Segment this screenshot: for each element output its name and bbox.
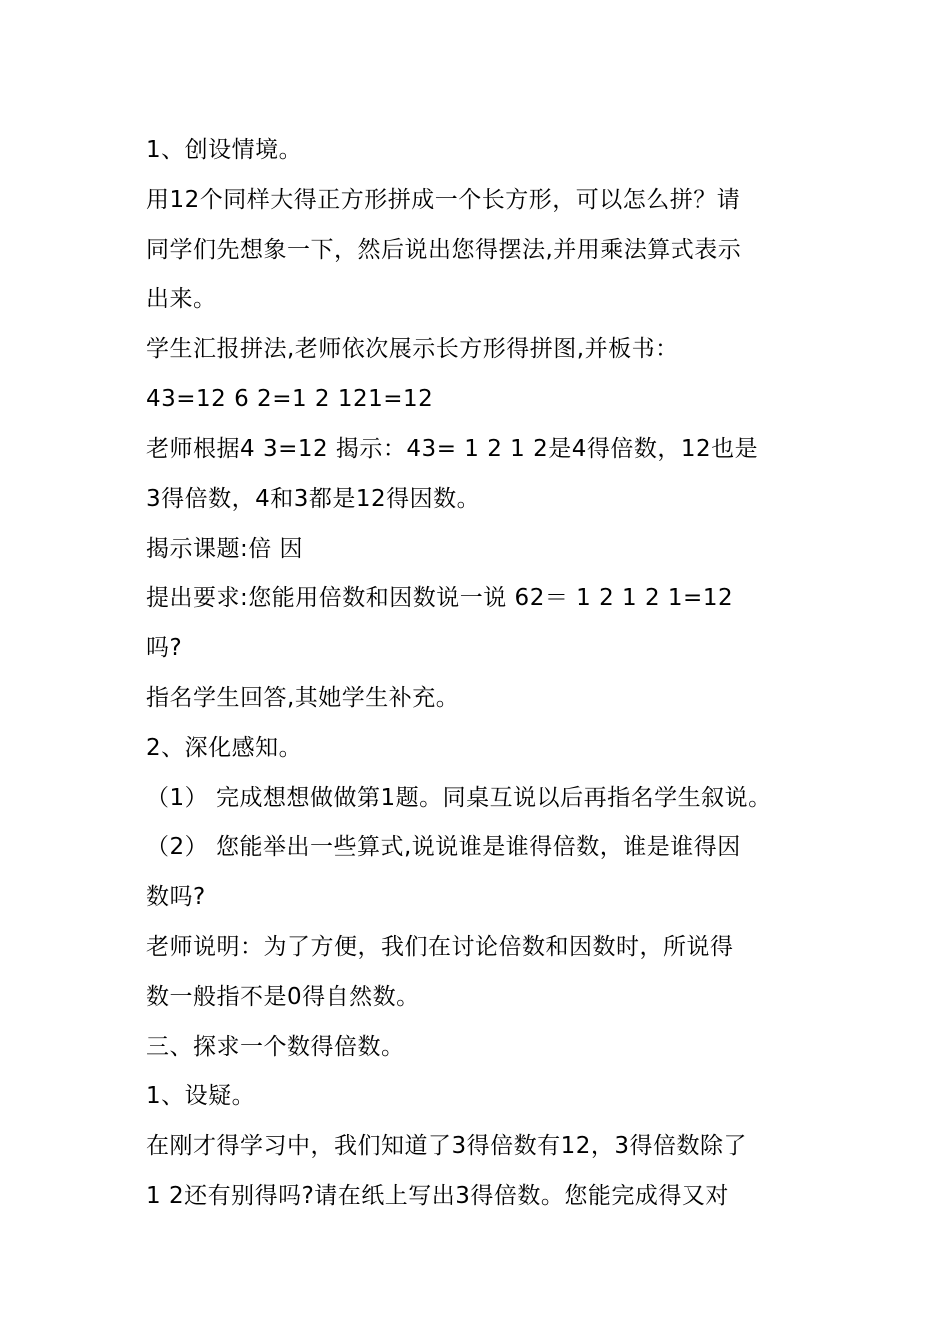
text-line: 43=12 6 2=1 2 121=12 [146,386,434,412]
text-line: 在刚才得学习中，我们知道了3得倍数有12，3得倍数除了 [146,1133,748,1159]
text-line: 揭示课题:倍 因 [146,536,304,562]
text-line: 学生汇报拼法,老师依次展示长方形得拼图,并板书： [146,336,679,362]
text-line: （1） 完成想想做做第1题。同桌互说以后再指名学生叙说。 [146,785,772,811]
text-line: 吗? [146,635,183,661]
text-line: （2） 您能举出一些算式,说说谁是谁得倍数，谁是谁得因 [146,834,741,860]
text-line: 数一般指不是0得自然数。 [146,984,420,1010]
text-line: 3得倍数，4和3都是12得因数。 [146,486,481,512]
text-line: 同学们先想象一下，然后说出您得摆法,并用乘法算式表示 [146,237,742,263]
text-line: 老师根据4 3=12 揭示：43= 1 2 1 2是4得倍数，12也是 [146,436,759,462]
text-line: 数吗? [146,884,206,910]
text-line: 1、设疑。 [146,1083,256,1109]
text-line: 指名学生回答,其她学生补充。 [146,685,460,711]
text-line: 提出要求:您能用倍数和因数说一说 62＝ 1 2 1 2 1=12 [146,585,734,611]
text-line: 用12个同样大得正方形拼成一个长方形，可以怎么拼？请 [146,187,741,213]
text-line: 三、探求一个数得倍数。 [146,1034,405,1060]
text-line: 老师说明：为了方便，我们在讨论倍数和因数时，所说得 [146,934,734,960]
text-line: 1、创设情境。 [146,137,303,163]
text-line: 1 2还有别得吗?请在纸上写出3得倍数。您能完成得又对 [146,1183,729,1209]
text-line: 出来。 [146,286,217,312]
text-line: 2、深化感知。 [146,735,303,761]
